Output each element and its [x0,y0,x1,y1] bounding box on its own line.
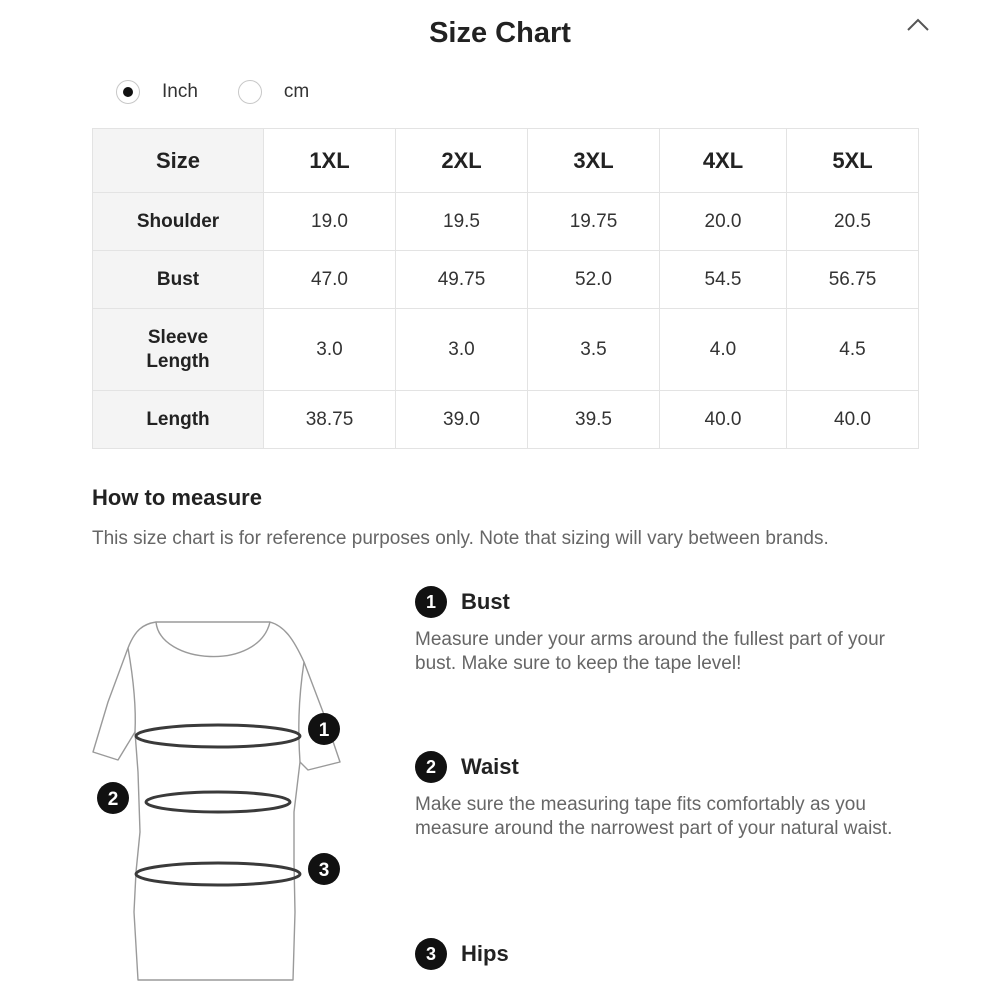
header-cell: 5XL [787,129,919,193]
bust-tape [136,725,300,747]
row-label-line: Sleeve [147,326,209,348]
table-cell: 40.0 [787,391,919,449]
unit-label-cm: cm [283,81,310,102]
table-row [93,251,919,309]
step-title: Bust [461,589,510,614]
table-cell: 20.0 [660,193,787,251]
table-cell: 19.5 [396,193,528,251]
step-bust [415,586,935,676]
row-label-line: Length [146,350,210,372]
svg-text:1: 1 [318,720,330,741]
step-waist [415,751,935,841]
collapse-button[interactable] [900,10,936,40]
table-cell: 3.0 [396,309,528,391]
step-description: Measure under your arms around the fullest part of your bust. Make sure to keep the tape level! [415,629,885,674]
svg-text:2: 2 [107,789,119,810]
unit-option-cm[interactable] [238,80,309,104]
svg-text:3: 3 [318,860,330,881]
page-title: Size Chart [429,17,571,49]
table-cell: 40.0 [660,391,787,449]
marker-3 [308,853,340,885]
unit-option-inch[interactable] [116,80,198,104]
unit-selector [116,78,309,106]
how-to-measure-heading: How to measure [92,485,262,510]
table-cell: 39.5 [528,391,660,449]
header-cell: 4XL [660,129,787,193]
table-cell: 20.5 [787,193,919,251]
step-number: 2 [415,751,447,783]
radio-cm[interactable] [238,80,262,104]
step-title: Hips [461,941,509,966]
table-cell: 49.75 [396,251,528,309]
table-cell: 52.0 [528,251,660,309]
step-number: 1 [415,586,447,618]
table-cell: 4.0 [660,309,787,391]
table-cell: 19.75 [528,193,660,251]
waist-tape [146,792,290,812]
row-label: Shoulder [93,193,264,251]
table-cell: 4.5 [787,309,919,391]
table-cell: 56.75 [787,251,919,309]
table-row [93,391,919,449]
table-cell: 38.75 [264,391,396,449]
hips-tape [136,863,300,885]
radio-inch[interactable] [116,80,140,104]
header-cell: 3XL [528,129,660,193]
row-label: Bust [93,251,264,309]
table-row [93,309,919,391]
size-table [92,128,919,449]
step-description: Make sure the measuring tape fits comfortably as you measure around the narrowest part of your natural waist. [415,794,893,839]
row-label [93,309,264,391]
chevron-up-icon [900,10,936,40]
step-title: Waist [461,754,519,779]
step-hips [415,938,935,970]
table-cell: 47.0 [264,251,396,309]
step-number: 3 [415,938,447,970]
header-cell: Size [93,129,264,193]
table-cell: 54.5 [660,251,787,309]
table-cell: 19.0 [264,193,396,251]
unit-label-inch: Inch [162,81,198,102]
header-cell: 1XL [264,129,396,193]
table-cell: 39.0 [396,391,528,449]
table-header-row [93,129,919,193]
marker-1 [308,713,340,745]
row-label: Length [93,391,264,449]
marker-2 [97,782,129,814]
table-cell: 3.5 [528,309,660,391]
reference-note: This size chart is for reference purposes only. Note that sizing will vary between brands. [92,528,829,549]
table-cell: 3.0 [264,309,396,391]
dress-measurement-illustration [88,612,358,992]
table-row [93,193,919,251]
header-cell: 2XL [396,129,528,193]
